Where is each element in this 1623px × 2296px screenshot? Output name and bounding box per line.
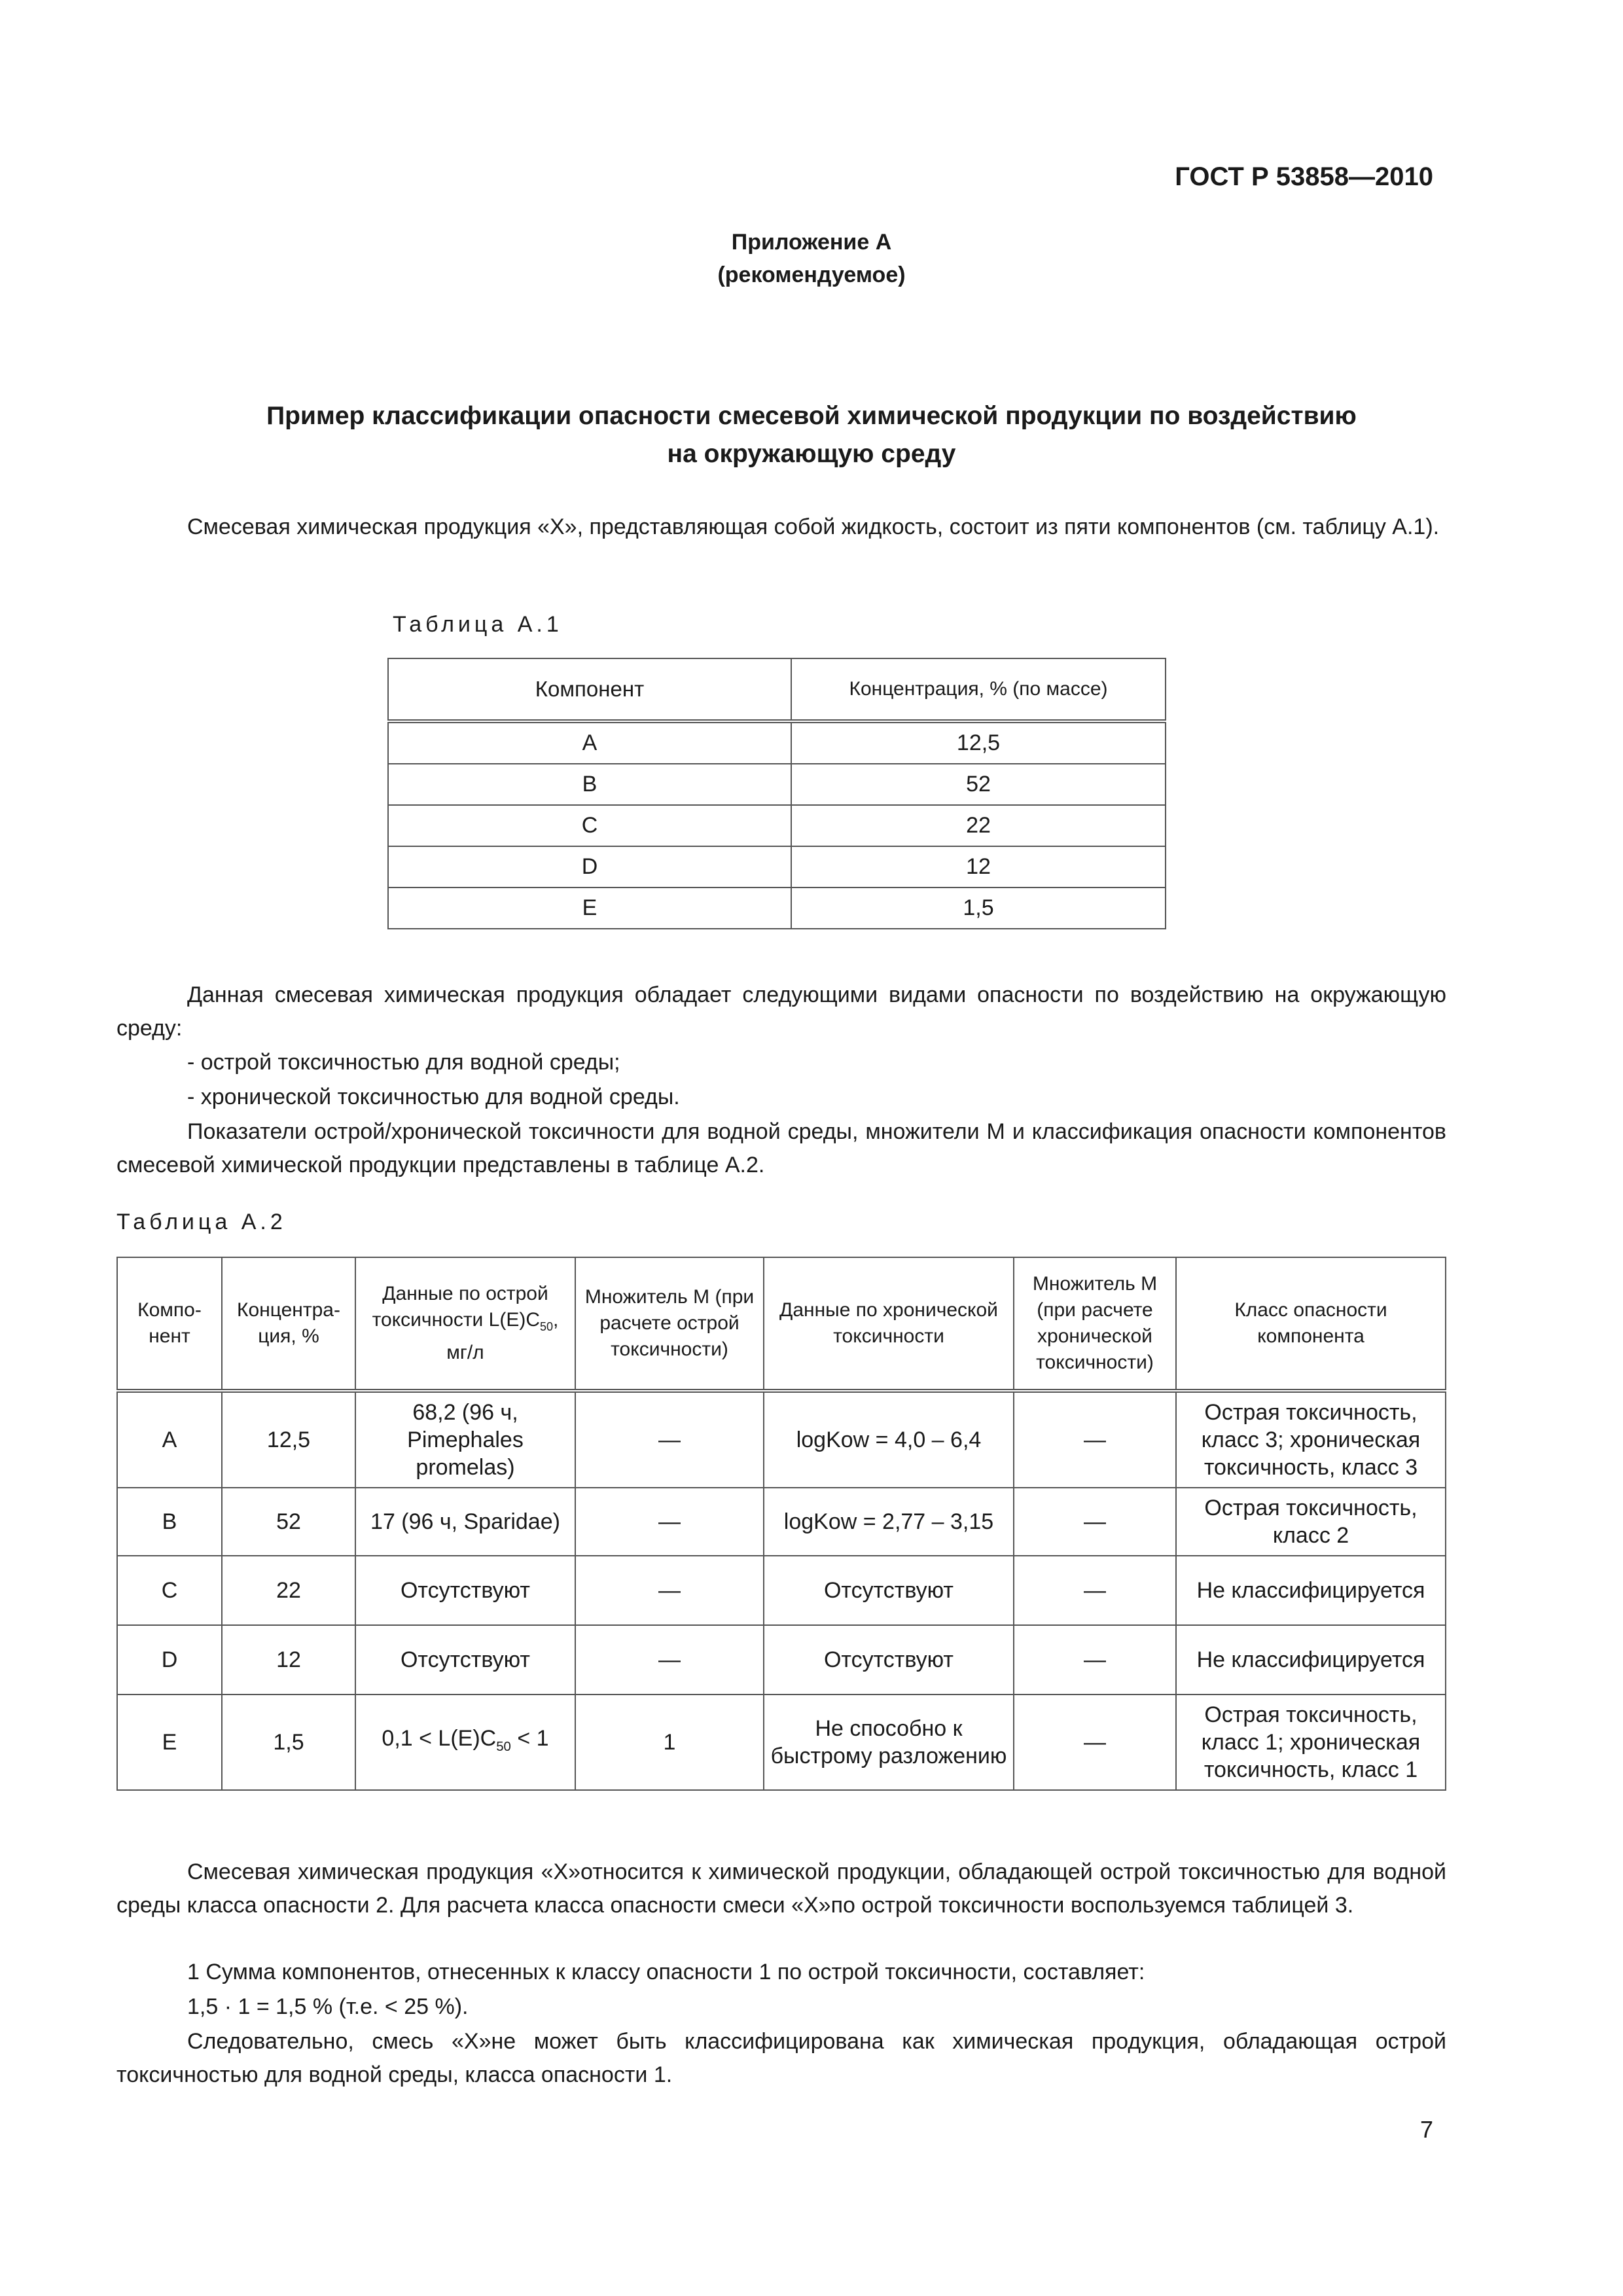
table2-cell: —: [575, 1625, 764, 1695]
table1-header-component: Компонент: [388, 658, 791, 721]
acute-range-sub: 50: [496, 1739, 511, 1754]
table-row: [388, 888, 1166, 929]
table2-cell: 1,5: [222, 1695, 355, 1790]
conclusion-paragraph-2: 1 Сумма компонентов, отнесенных к классу опасности 1 по острой токсичности, составляет:: [187, 1960, 1145, 1984]
table2-cell: Отсутствуют: [764, 1625, 1014, 1695]
table2-cell: 22: [222, 1556, 355, 1625]
table2-header-acute-data: [355, 1257, 575, 1391]
table2-cell: logKow = 2,77 – 3,15: [764, 1488, 1014, 1556]
table2-header-component: Компонент: [117, 1257, 222, 1391]
table2-header-chronic-data: Данные по хронической токсичности: [764, 1257, 1014, 1391]
table1-cell: D: [388, 846, 791, 888]
conclusion-paragraph-1: Смесевая химическая продукция «Х»относится к химической продукции, обладающей острой токсичностью для водной среды класса опасности 2. Для расчета класса опасности смеси «Х»по острой токсичности воспользуемся таблицей 3.: [116, 1859, 1446, 1918]
table1-cell: Е: [388, 888, 791, 929]
table1-header-concentration: Концентрация, % (по массе): [791, 658, 1166, 721]
acute-range-suffix: < 1: [510, 1725, 549, 1751]
table2-header-chronic-multiplier: Множитель М (при расчете хронической токсичности): [1014, 1257, 1176, 1391]
table1-cell: 1,5: [791, 888, 1166, 929]
intro-paragraph: Смесевая химическая продукция «Х», представляющая собой жидкость, состоит из пяти компонентов (см. таблицу А.1).: [187, 514, 1440, 539]
table2-header-concentration: Концентрация, %: [222, 1257, 355, 1391]
table2-cell: D: [117, 1625, 222, 1695]
title-line-1: Пример классификации опасности смесевой химической продукции по воздействию: [266, 402, 1357, 430]
table-row: [117, 1488, 1446, 1556]
acute-header-suffix: , мг/л: [446, 1309, 559, 1363]
table1-cell: 12,5: [791, 721, 1166, 764]
table2-caption: Таблица А.2: [116, 1210, 287, 1234]
table2-cell: Острая токсичность, класс 2: [1176, 1488, 1446, 1556]
table1-cell: В: [388, 764, 791, 805]
table2-cell: Не классифицируется: [1176, 1556, 1446, 1625]
hazard-item-acute: - острой токсичностью для водной среды;: [187, 1050, 620, 1075]
appendix-label: Приложение А: [731, 230, 892, 255]
table-row: [388, 721, 1166, 764]
table-row: [117, 1695, 1446, 1790]
table1-cell: 22: [791, 805, 1166, 846]
table2-cell: 17 (96 ч, Sparidae): [355, 1488, 575, 1556]
table2-cell: Е: [117, 1695, 222, 1790]
table-row: [117, 1556, 1446, 1625]
hazards-outro: Показатели острой/хронической токсичности для водной среды, множители М и классификация опасности компонентов смесевой химической продукции представлены в таблице А.2.: [116, 1119, 1446, 1177]
table2-cell: logKow = 4,0 – 6,4: [764, 1391, 1014, 1488]
table2-cell: —: [575, 1391, 764, 1488]
table2-header-hazard-class: Класс опасности компонента: [1176, 1257, 1446, 1391]
conclusion-formula: 1,5 · 1 = 1,5 % (т.е. < 25 %).: [187, 1994, 469, 2019]
table2-cell: 68,2 (96 ч, Pimephales promelas): [355, 1391, 575, 1488]
table2-cell: Острая токсичность, класс 1; хроническая токсичность, класс 1: [1176, 1695, 1446, 1790]
table2-cell: А: [117, 1391, 222, 1488]
table2-cell: —: [575, 1556, 764, 1625]
appendix-status: (рекомендуемое): [717, 262, 906, 287]
table2-cell: Не способно к быстрому разложению: [764, 1695, 1014, 1790]
table2-cell: —: [1014, 1556, 1176, 1625]
table2-cell-acute-range: [355, 1695, 575, 1790]
table2-cell: Отсутствуют: [764, 1556, 1014, 1625]
table2-cell: —: [575, 1488, 764, 1556]
table-1: [387, 658, 1166, 929]
table1-cell: А: [388, 721, 791, 764]
table2-cell: Не классифицируется: [1176, 1625, 1446, 1695]
table1-cell: С: [388, 805, 791, 846]
table2-cell: Отсутствуют: [355, 1556, 575, 1625]
hazards-intro: Данная смесевая химическая продукция обладает следующими видами опасности по воздействию на окружающую среду:: [116, 982, 1446, 1041]
table2-cell: В: [117, 1488, 222, 1556]
table1-caption: Таблица А.1: [393, 612, 563, 637]
table2-cell: 12: [222, 1625, 355, 1695]
table1-cell: 12: [791, 846, 1166, 888]
table2-cell: С: [117, 1556, 222, 1625]
table2-cell: Отсутствуют: [355, 1625, 575, 1695]
table-row: [388, 764, 1166, 805]
table2-cell: 1: [575, 1695, 764, 1790]
table2-cell: —: [1014, 1625, 1176, 1695]
table-row: [388, 846, 1166, 888]
table2-cell: 12,5: [222, 1391, 355, 1488]
document-code: ГОСТ Р 53858—2010: [1175, 162, 1433, 191]
page-number: 7: [1419, 2116, 1433, 2143]
table2-cell: —: [1014, 1391, 1176, 1488]
table-row: [117, 1625, 1446, 1695]
table2-header-row: [117, 1257, 1446, 1391]
hazard-item-chronic: - хронической токсичностью для водной среды.: [187, 1085, 680, 1109]
table-row: [117, 1391, 1446, 1488]
acute-header-prefix: Данные по острой токсичности L(E)C: [372, 1283, 548, 1331]
table2-cell: Острая токсичность, класс 3; хроническая токсичность, класс 3: [1176, 1391, 1446, 1488]
table1-cell: 52: [791, 764, 1166, 805]
acute-header-sub: 50: [540, 1320, 554, 1333]
acute-range-prefix: 0,1 < L(E)C: [382, 1725, 497, 1751]
table2-cell: —: [1014, 1695, 1176, 1790]
title-line-2: на окружающую среду: [667, 440, 956, 468]
table-row: [388, 805, 1166, 846]
table2-cell: —: [1014, 1488, 1176, 1556]
table1-header-row: [388, 658, 1166, 721]
table2-header-acute-multiplier: Множитель М (при расчете острой токсичности): [575, 1257, 764, 1391]
table2-cell: 52: [222, 1488, 355, 1556]
table-2: [116, 1257, 1446, 1791]
conclusion-paragraph-4: Следовательно, смесь «Х»не может быть классифицирована как химическая продукция, обладающая острой токсичностью для водной среды, класса опасности 1.: [116, 2029, 1446, 2087]
